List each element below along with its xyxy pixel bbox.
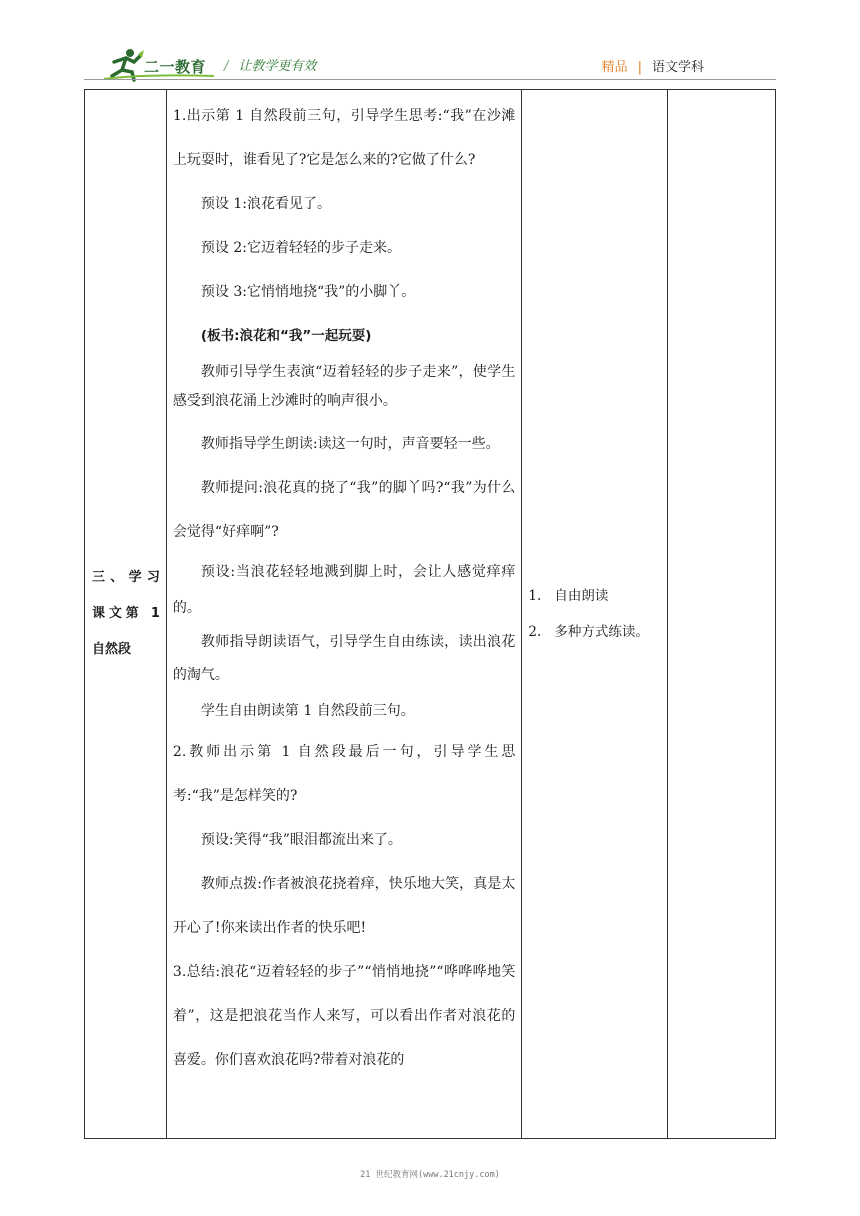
section-cell (85, 90, 167, 1139)
header-divider: | (637, 60, 642, 75)
slogan-text: 让教学更有效 (238, 59, 317, 74)
student-activity-list (528, 578, 661, 650)
content-paragraph: 学生自由朗读第 1 自然段前三句。 (200, 703, 415, 719)
content-paragraph: 预设:笑得“我”眼泪都流出来了。 (200, 832, 402, 848)
table-row (85, 90, 776, 1139)
section-title-line: 自然段 (92, 642, 132, 657)
page-footer: 21 世纪教育网(www.21cnjy.com) (360, 1170, 500, 1180)
section-title-line: 三、学习 (92, 570, 160, 585)
header-rule (84, 79, 776, 80)
section-title (92, 560, 160, 668)
content-paragraph: 预设:当浪花轻轻地溅到脚上时，会让人感觉痒痒的。 (172, 564, 516, 616)
content-paragraph: 预设 2:它迈着轻轻的步子走来。 (200, 240, 401, 256)
page-header (0, 0, 860, 90)
content-paragraph: 教师点拨:作者被浪花挠着痒，快乐地大笑，真是太开心了!你来读出作者的快乐吧! (172, 876, 516, 936)
slogan-separator: / (224, 59, 229, 74)
logo-text: 二一教育 (144, 58, 207, 76)
blackboard-note: (板书:浪花和“我”一起玩耍) (200, 328, 372, 344)
content-paragraph: 教师引导学生表演“迈着轻轻的步子走来”，使学生感受到浪花涌上沙滩时的响声很小。 (172, 364, 516, 409)
design-intent-cell (668, 90, 776, 1139)
content-paragraph: 教师指导朗读语气，引导学生自由练读，读出浪花的淘气。 (172, 634, 516, 683)
content-paragraph: 预设 1:浪花看见了。 (200, 196, 331, 212)
student-activity-cell (522, 90, 668, 1139)
section-title-line: 课文第 1 (92, 606, 160, 621)
quality-label: 精品 (601, 60, 628, 75)
content-paragraph: 1.出示第 1 自然段前三句，引导学生思考:“我”在沙滩上玩耍时，谁看见了?它是怎么来的?它做了什么? (172, 108, 516, 168)
slogan (224, 55, 316, 74)
content-paragraph: 教师指导学生朗读:读这一句时，声音要轻一些。 (200, 436, 500, 452)
lesson-table (84, 89, 776, 1139)
content-paragraph: 教师提问:浪花真的挠了“我”的脚丫吗?“我”为什么会觉得“好痒啊”? (172, 480, 516, 540)
content-paragraph: 2.教师出示第 1 自然段最后一句，引导学生思考:“我”是怎样笑的? (172, 744, 516, 804)
content-paragraph: 预设 3:它悄悄地挠“我”的小脚丫。 (200, 284, 416, 300)
list-item: 1. 自由朗读 (528, 588, 609, 604)
subject-label: 语文学科 (651, 60, 704, 75)
content-paragraph: 3.总结:浪花“迈着轻轻的步子”“悄悄地挠”“哗哗哗地笑着”，这是把浪花当作人来写，可以看出作者对浪花的喜爱。你们喜欢浪花吗?带着对浪花的 (172, 964, 516, 1068)
teacher-activity-cell (166, 90, 521, 1139)
list-item: 2. 多种方式练读。 (528, 624, 649, 640)
header-subject (602, 56, 704, 75)
